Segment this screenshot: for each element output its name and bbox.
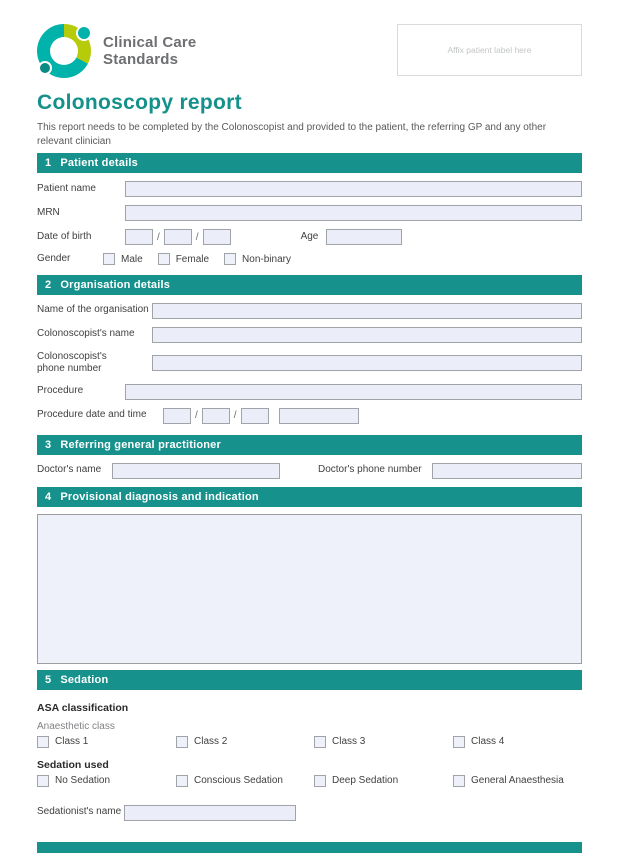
section-number: 4	[45, 490, 52, 503]
checkbox-label: Conscious Sedation	[194, 775, 283, 786]
procedure-datetime-row	[37, 408, 582, 424]
section-number: 3	[45, 438, 52, 451]
asa-option-class-1[interactable]	[37, 736, 176, 748]
gender-option-non-binary[interactable]	[224, 253, 291, 265]
mrn-row	[37, 205, 582, 221]
date-separator: /	[157, 231, 160, 243]
section-title: Sedation	[60, 673, 109, 686]
gender-label: Gender	[37, 253, 71, 264]
checkbox-label: Female	[175, 253, 210, 265]
clinical-care-standards-logo-icon	[37, 24, 91, 78]
doctor-row	[37, 463, 582, 479]
provisional-diagnosis-textarea[interactable]	[37, 514, 582, 664]
age-input[interactable]	[326, 229, 402, 245]
checkbox-label: Deep Sedation	[332, 775, 399, 786]
checkbox-male[interactable]	[103, 253, 115, 265]
section-title: Organisation details	[60, 278, 171, 291]
doctor-name-label: Doctor's name	[37, 464, 102, 476]
procedure-row	[37, 384, 582, 400]
asa-option-class-3[interactable]	[314, 736, 453, 748]
sedationist-name-label: Sedationist's name	[37, 806, 122, 818]
checkbox-non-binary[interactable]	[224, 253, 236, 265]
checkbox-class-3[interactable]	[314, 736, 326, 748]
brand-name-line1: Clinical Care	[103, 33, 197, 51]
page-header	[37, 24, 582, 78]
sedationist-name-input[interactable]	[124, 805, 296, 821]
checkbox-conscious-sedation[interactable]	[176, 775, 188, 787]
section-title: Referring general practitioner	[60, 438, 221, 451]
patient-name-label: Patient name	[37, 182, 96, 194]
affix-patient-label-text: Affix patient label here	[447, 45, 532, 55]
organisation-name-row	[37, 303, 582, 319]
checkbox-class-1[interactable]	[37, 736, 49, 748]
asa-option-class-4[interactable]	[453, 736, 582, 748]
logo-dark-dot-icon	[38, 61, 52, 75]
age-label: Age	[300, 230, 319, 242]
colonoscopist-name-input[interactable]	[152, 327, 582, 343]
sedation-used-heading: Sedation used	[37, 758, 109, 771]
sedation-option-conscious-sedation[interactable]	[176, 775, 314, 787]
checkbox-label: No Sedation	[55, 775, 111, 786]
section-3-referring-gp-header	[37, 435, 582, 455]
dob-year-input[interactable]	[203, 229, 231, 245]
anaesthetic-class-label: Anaesthetic class	[37, 720, 115, 732]
sedation-option-no-sedation[interactable]	[37, 775, 176, 787]
section-1-patient-details-header	[37, 153, 582, 173]
colonoscopist-phone-input[interactable]	[152, 355, 582, 371]
page-title: Colonoscopy report	[37, 91, 242, 114]
checkbox-deep-sedation[interactable]	[314, 775, 326, 787]
procedure-time-input[interactable]	[279, 408, 359, 424]
dob-month-input[interactable]	[164, 229, 192, 245]
sedationist-row	[37, 805, 582, 821]
date-separator: /	[233, 410, 237, 421]
gender-options	[103, 253, 291, 265]
checkbox-label: Class 1	[55, 736, 89, 747]
asa-classification-heading: ASA classification	[37, 701, 129, 714]
sedation-used-options	[37, 775, 582, 787]
sedation-option-general-anaesthesia[interactable]	[453, 775, 582, 787]
section-number: 2	[45, 278, 52, 291]
checkbox-class-2[interactable]	[176, 736, 188, 748]
section-title: Patient details	[60, 157, 138, 169]
checkbox-class-4[interactable]	[453, 736, 465, 748]
doctor-phone-input[interactable]	[432, 463, 582, 479]
procedure-month-input[interactable]	[202, 408, 230, 424]
section-5-sedation-header	[37, 670, 582, 690]
procedure-datetime-label: Procedure date and time	[37, 409, 147, 421]
checkbox-label: Male	[121, 253, 143, 265]
procedure-input[interactable]	[125, 384, 582, 400]
date-separator: /	[195, 231, 199, 243]
dob-row	[37, 229, 582, 245]
section-4-provisional-diagnosis-header	[37, 487, 582, 507]
brand-name	[103, 34, 196, 69]
section-number: 5	[45, 673, 52, 686]
colonoscopist-name-label: Colonoscopist's name	[37, 328, 135, 340]
checkbox-label: Non-binary	[242, 253, 291, 265]
doctor-name-input[interactable]	[112, 463, 280, 479]
checkbox-label: General Anaesthesia	[471, 775, 564, 786]
section-2-organisation-details-header	[37, 275, 582, 295]
mrn-input[interactable]	[125, 205, 582, 221]
gender-option-male[interactable]	[103, 253, 143, 265]
organisation-name-input[interactable]	[152, 303, 582, 319]
section-number: 1	[45, 157, 52, 169]
intro-text: This report needs to be completed by the Colonoscopist and provided to the patient, the referring GP and any other relevant clinician	[37, 122, 547, 147]
organisation-name-label: Name of the organisation	[37, 304, 149, 316]
asa-option-class-2[interactable]	[176, 736, 314, 748]
brand-logo	[37, 24, 196, 78]
sedation-option-deep-sedation[interactable]	[314, 775, 453, 787]
footer-accent-bar	[37, 842, 582, 853]
affix-patient-label-box	[397, 24, 582, 76]
procedure-year-input[interactable]	[241, 408, 269, 424]
gender-row	[37, 253, 582, 266]
gender-option-female[interactable]	[158, 253, 209, 265]
logo-teal-dot-icon	[76, 25, 92, 41]
checkbox-label: Class 4	[471, 736, 505, 747]
colonoscopist-phone-label: Colonoscopist's phone number	[37, 350, 107, 374]
mrn-label: MRN	[37, 206, 60, 218]
dob-day-input[interactable]	[125, 229, 153, 245]
checkbox-label: Class 3	[332, 736, 366, 747]
asa-class-options	[37, 736, 582, 748]
date-separator: /	[195, 410, 198, 421]
checkbox-female[interactable]	[158, 253, 170, 265]
colonoscopist-phone-row	[37, 351, 582, 376]
dob-label: Date of birth	[37, 230, 92, 242]
procedure-day-input[interactable]	[163, 408, 191, 424]
section-title: Provisional diagnosis and indication	[60, 490, 259, 503]
doctor-phone-label: Doctor's phone number	[318, 464, 422, 476]
procedure-label: Procedure	[37, 385, 84, 397]
checkbox-label: Class 2	[194, 736, 228, 747]
patient-name-input[interactable]	[125, 181, 582, 197]
patient-name-row	[37, 181, 582, 197]
brand-name-line2: Standards	[103, 51, 179, 68]
checkbox-no-sedation[interactable]	[37, 775, 49, 787]
colonoscopist-name-row	[37, 327, 582, 343]
checkbox-general-anaesthesia[interactable]	[453, 775, 465, 787]
